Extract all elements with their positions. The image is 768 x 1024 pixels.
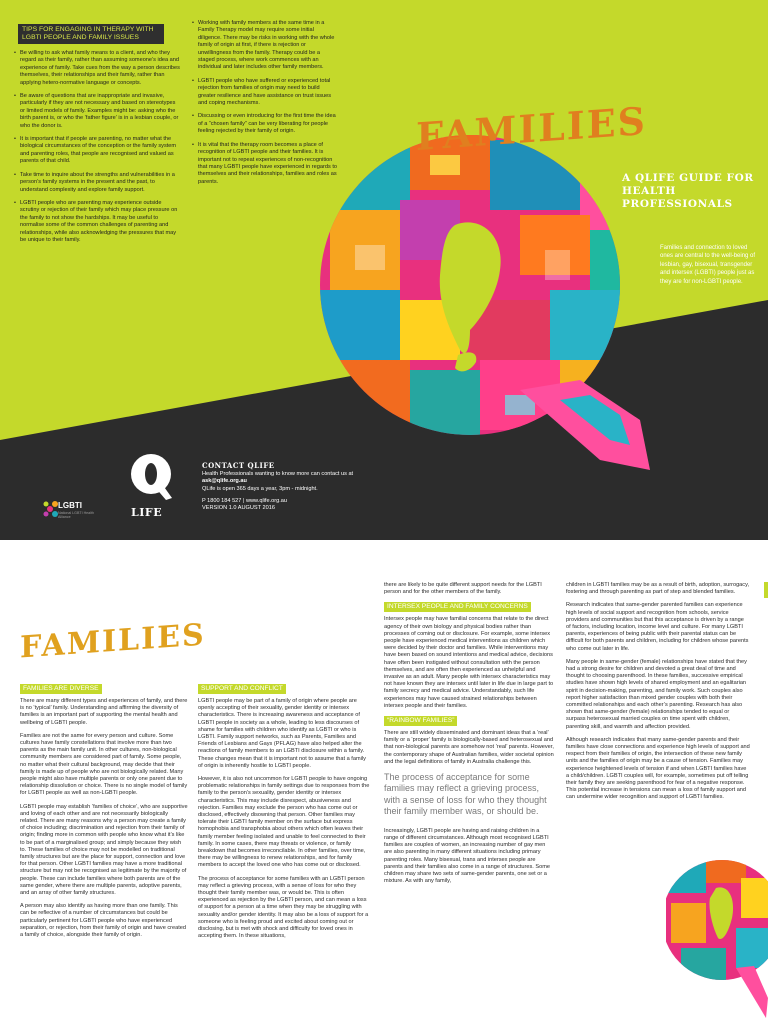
- column-support-conflict: [198, 684, 370, 947]
- tip-bullet: • It is important that if people are parenting, no matter what the biological circumstances of the conception or the family system and parenting roles, that people are recognised and valued as parents of that child.: [12, 136, 180, 166]
- section-heading: “RAINBOW FAMILIES”: [384, 716, 457, 726]
- tip-bullet: • LGBTI people who have suffered or experienced total rejection from families of origin may need to build greater resilience and have assistance on trust issues and coping mechanisms.: [190, 78, 338, 108]
- paragraph: children in LGBTI families may be as a result of birth, adoption, surrogacy, fostering and through parenting as part of step and blended families.: [566, 582, 750, 596]
- paragraph: LGBTI people may be part of a family of origin where people are openly accepting of their sexuality, gender identity or intersex characteristics. There is increasing awareness and acceptance of LGBTI people in society as a whole, leading to less discourses of shame for families with children who identify as LGBTI or who is LGBTI. Family support networks, such as Parents, Families and Friends of Lesbians and Gays (PFLAG) have also helped alter the reactions of family members to an LGBTI disclosure within a family. These changes mean that it is important not to assume that a family of origin is inherently hostile to LGBTI people.: [198, 698, 366, 769]
- inside-page: [0, 556, 768, 1024]
- contact-heading: CONTACT QLIFE: [202, 461, 275, 470]
- contact-hours: QLife is open 365 days a year, 3pm - midnight.: [202, 485, 318, 492]
- tips-header: TIPS FOR ENGAGING IN THERAPY WITH LGBTI PEOPLE AND FAMILY ISSUES: [18, 24, 164, 44]
- paragraph: There are many different types and experiences of family, and there is no ‘typical’ family. Understanding and affirming the diversity of families is an important part of supporting the mental health and wellbeing of LGBTI people.: [20, 698, 188, 726]
- column-rainbow-research: [566, 582, 750, 808]
- qlife-q-logo-icon: [126, 452, 176, 502]
- small-q-artwork: [666, 848, 768, 1024]
- paragraph: Many people in same-gender (female) relationships have stated that they had a strong desire for children and devoted a great deal of time and thought to choosing parenthood. In these families, successive empirical studies have shown high levels of shared employment and an egalitarian spirit in decision-making, parenting, and family work. Such couples also report higher satisfaction than mixed gender couples with both their committed relationships and each other’s parenting. Research has also shown that same-gender (female) relationships tended to equal or surpass heterosexual married couples on time spent with children, parenting skill, and warmth and affection provided.: [566, 658, 747, 730]
- section-heading: SUPPORT AND CONFLICT: [198, 684, 286, 694]
- column-intersex-rainbow: [384, 582, 554, 891]
- contact-email-link[interactable]: ask@qlife.org.au: [202, 478, 247, 485]
- cover-intro: Families and connection to loved ones are central to the well-being of lesbian, gay, bisexual, transgender and intersex (LGBTI) people just as they are for non-LGBTI people.: [660, 245, 756, 285]
- tip-bullet: • Be willing to ask what family means to a client, and who they regard as their family, rather than assuming someone’s idea and experience of family. Take cues from the way a person describes themselves, their relationships and their family, rather than applying hetero-normative language or concepts.: [12, 50, 180, 87]
- tip-bullet: • Be aware of questions that are inappropriate and invasive, particularly if they are not necessary and based on stereotypes or limited models of family. Examples might be: asking who the birth parent is, or who the ‘father figure’ is in a lesbian couple, or who the donor is.: [12, 93, 180, 130]
- page-edge-mark: [764, 582, 768, 598]
- inside-title: FAMILIES: [20, 617, 206, 666]
- tip-bullet: • Discussing or even introducing for the first time the idea of a “chosen family” can be very liberating for people feeling rejected by their family of origin.: [190, 113, 338, 135]
- section-heading: FAMILIES ARE DIVERSE: [20, 684, 102, 694]
- paragraph: Families are not the same for every person and culture. Some cultures have family constellations that involve more than two parents as the main family unit. In other cultures, non-biological community members are considered part of family. Some people, no matter what their cultural background, may decide that their family is made up of people who are not biologically related. Many people might also have multiple parents or only one parent due to relationship dissolution or choice. There is no single model of family for LGBTI people as well as non-LGBTI people.: [20, 732, 188, 797]
- paragraph: However, it is also not uncommon for LGBTI people to have ongoing problematic relationships in family settings due to responses from the family to the person’s sexuality, gender identity or intersex characteristics. This may include disrespect, abusiveness and rejection. Families may exclude the person who has come out or disclosed, effectively disowning that person. Other families may tolerate their LGBTI family member on the surface but express homophobia and transphobia about others which often leaves their family member feeling isolated and unable to feel connected to their family. In some cases, there may threats or violence, or family breakdown that becomes irreconcilable. In other families, over time, there may be willingness to renew relationships, and for family members to accept the loved one who has come out or disclosed.: [198, 776, 370, 869]
- paragraph: Increasingly, LGBTI people are having and raising children in a range of different circumstances. Although most recognised LGBTI families are couples of women, an increasing number of gay men are also parenting in many different situations including primary parenting roles. Many bisexual, trans and intersex people are parents and their families also come in a range of structures. Some children may share two sets of same-gender parents, one set or a mixture. As with any family,: [384, 827, 551, 885]
- paragraph: Research indicates that same-gender parented families can experience high levels of social support and recognition from schools, service providers and communities but that this acceptance is driven by a range of factors, including location, income level and culture. For many LGBTI parents, experiences of being public with their parental status can be difficult for both parents and children, including for children whose parents who come out later in life.: [566, 602, 749, 652]
- tip-bullet: • LGBTI people who are parenting may experience outside scrutiny or rejection of their family which may place pressure on the family to not show the hardships. It may be useful to normalise some of the common challenges of parenting and relationships, while also acknowledging the pressures that may be unique to their family.: [12, 200, 180, 244]
- qlife-logo-text: LIFE: [131, 506, 163, 519]
- paragraph: The process of acceptance for some families with an LGBTI person may reflect a grieving process, with a sense of loss for who they thought their family member was, or would be. This is often experienced as rejection by the LGBTI person, and can mean a loss of support for a person at a time when they may be struggling with sexuality and/or gender identity. It may also be a loss of support for a someone who is feeling proud and excited about coming out or disclosing, but is met with shock and difficulty for loved ones in accepting them. In these situations,: [198, 875, 369, 940]
- lgbti-logo-subtext: National LGBTI Health Alliance: [58, 511, 94, 519]
- paragraph: A person may also identify as having more than one family. This can be reflective of a number of circumstances but could be particularly pertinent for LGBTI people who have experienced separation, or rejection, from their family of origin and have created a family of choice, alongside their family of origin.: [20, 903, 187, 939]
- tip-bullet: • Working with family members at the same time in a Family Therapy model may require some initial diligence. There may be risks in working with the whole family of origin at first, if there is rejection or unwillingness from the family. Therapy could be a staged process, where work commences with an individual and later includes other family members.: [190, 20, 338, 72]
- contact-line: Health Professionals wanting to know more can contact us at: [202, 471, 354, 478]
- lgbti-logo-text: LGBTI: [58, 501, 82, 510]
- contact-block: [202, 462, 372, 512]
- cover-subtitle: A QLIFE GUIDE FOR HEALTH PROFESSIONALS: [622, 172, 754, 210]
- paragraph: There are still widely disseminated and dominant ideas that a ‘real’ family or a ‘proper’ family is biologically-based and heterosexual and that non-biological parents are somehow not ‘real’ parents. However, the contemporary shape of Australian families, wider societal opinion and the legal definitions of family in Australia challenge this.: [384, 730, 554, 765]
- paragraph: LGBTI people may establish ‘families of choice’, who are supportive and loving of each other and are not necessarily biologically related. There are many reasons why a person may create a family of choice including; discrimination and rejection from their family of origin; finding more in common with people who know what it’s like to be part of a marginalised group; and simply because they wish to. These families of choice may not be modelled on traditional family structures but are the place for support, connection and love for that person. Other LGBTI families may have a more traditional structure but may not be recognised as legitimate by the majority of people. These can include families where both parents are of the same gender, where there are multiple parents, adoptive parents, and an array of other family structures.: [20, 803, 188, 897]
- tip-bullet: • It is vital that the therapy room becomes a place of recognition of LGBTI people and their families. It is important not to repeat experiences of non-recognition that many LGBTI people have experienced in regards to themselves and their relationships, families and roles as parents.: [190, 142, 338, 186]
- version-text: VERSION 1.0 AUGUST 2016: [202, 505, 275, 512]
- paragraph: there are likely to be quite different support needs for the LGBTI person and for the other members of the family.: [384, 582, 542, 596]
- column-families-diverse: [20, 684, 188, 945]
- paragraph: Intersex people may have familial concerns that relate to the direct agency of their own biology and physical bodies rather than processes of coming out or disclosure. For example, some intersex people have experienced medical interventions as children which were decided by their doctor and families. While interventions may have been based on sound intentions and medical advice, decisions have often been instigated without consultation with the person themselves, and are often then experienced as unhelpful and invasive as an adult. Many people with intersex characteristics may not have known they are intersex until later in life due in large part to family secrecy and medical advice. Understandably, such life experiences may have caused strained relationships between intersex people and their families.: [384, 616, 554, 709]
- tip-bullet: • Take time to inquire about the strengths and vulnerabilities in a person’s family systems in the present and the past, to understand complexity and explore family support.: [12, 172, 180, 194]
- section-heading: INTERSEX PEOPLE AND FAMILY CONCERNS: [384, 602, 531, 612]
- cover-title: FAMILIES: [416, 97, 647, 160]
- paragraph: Although research indicates that many same-gender parents and their families have close connections and experience high levels of support and respect from their families of origin, the intersection of these new family units and the families of origin may be a cause of tension. Families may experience heightened levels of tension if and when LGBTI families have a child/children. LGBTI couples will, for example, sometimes put off telling their family they are seeking parenthood for fear of a negative response. This potential increase in tensions can mean a loss of family support and can undermine wider recognition and support of LGBTI families.: [566, 736, 750, 801]
- pull-quote: The process of acceptance for some families may reflect a grieving process, with a sense of loss for who they thought their family member was, or should be.: [384, 772, 547, 817]
- contact-phone-web[interactable]: P 1800 184 527 | www.qlife.org.au: [202, 497, 288, 504]
